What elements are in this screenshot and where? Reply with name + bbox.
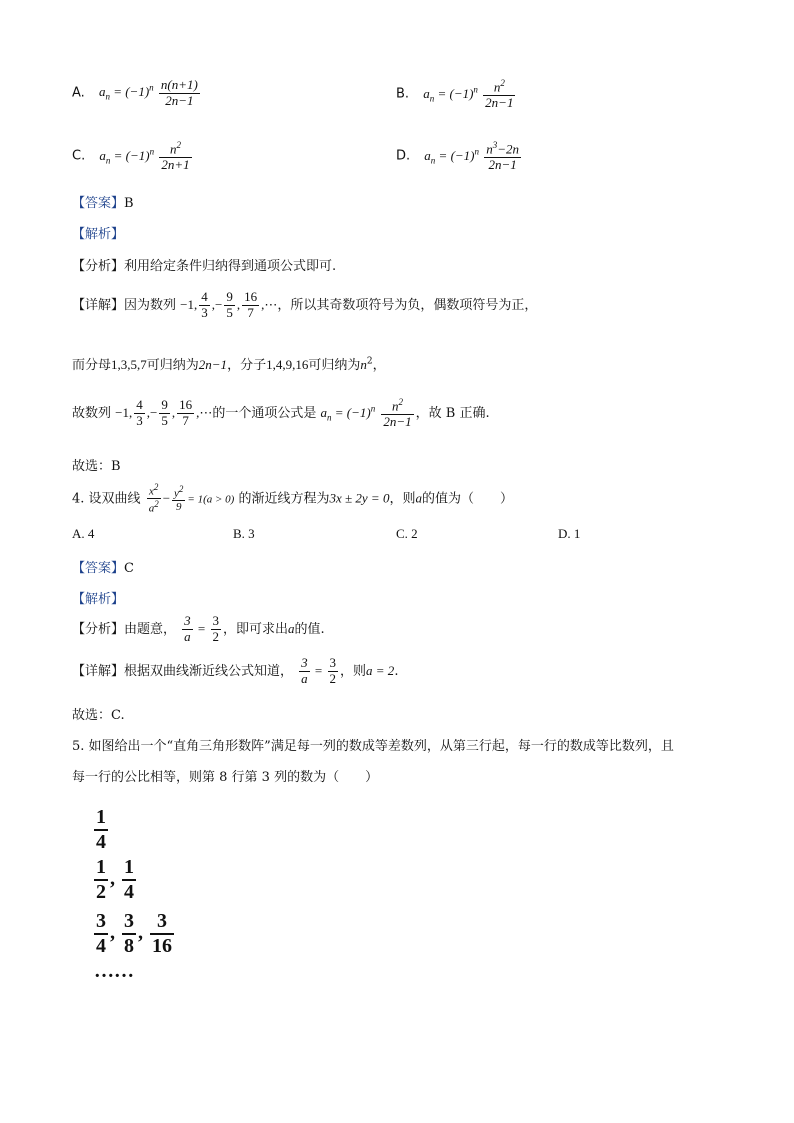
triangle-row-1: $\frac{1}{4}$ <box>96 806 106 853</box>
q4-choose: 故选：C. <box>72 708 125 723</box>
q3-detail-line2: 而分母1,3,5,7可归纳为2n−1，分子1,4,9,16可归纳为$n^2$， <box>72 356 386 373</box>
q4-stem: 4. 设双曲线 $\frac{x^2}{a^2}$ − $\frac{y^2}{9}$ = 1(a > 0) 的渐近线方程为3x ± 2y = 0，则a的值为（ ） <box>72 482 513 515</box>
option-c: C. $a_n = (-1)^n$ $\frac{n^2}{2n+1}$ <box>72 140 194 173</box>
option-a-formula: $a_n = (-1)^n$ $\frac{n(n+1)}{2n-1}$ <box>98 77 198 108</box>
q3-fenxi: 【分析】利用给定条件归纳得到通项公式即可. <box>72 259 337 274</box>
option-b: B. $a_n = (-1)^n$ $\frac{n^2}{2n-1}$ <box>396 78 517 111</box>
triangle-ellipsis: …… <box>94 960 134 982</box>
option-d-formula: $a_n = (-1)^n$ $\frac{n^3-2n}{2n-1}$ <box>424 140 520 173</box>
q3-detail-line3: 故数列 −1, $\frac{4}{3}$ ,− $\frac{9}{5}$ , $\frac{16}{7}$ ,⋯的一个通项公式是 $a_n = (-1)^n$ $\frac{n^2}{2n-1}$ ，故 B 正确. <box>72 397 490 430</box>
q5-stem-line2: 每一行的公比相等，则第 8 行第 3 列的数为（ ） <box>72 770 379 785</box>
triangle-row-3: $\frac{3}{4}$ , $\frac{3}{8}$ , $\frac{3}{16}$ <box>96 910 172 957</box>
option-b-formula: $a_n = (-1)^n$ $\frac{n^2}{2n-1}$ <box>423 78 514 111</box>
q3-choose: 故选：B <box>72 459 121 474</box>
triangle-row-2: $\frac{1}{2}$ , $\frac{1}{4}$ <box>96 856 134 903</box>
option-a: A. $a_n = (-1)^n$ $\frac{n(n+1)}{2n-1}$ <box>72 78 202 109</box>
q4-answer: 【答案】C <box>72 561 134 576</box>
q4-option-a: A. 4 <box>72 526 95 541</box>
q4-option-d: D. 1 <box>558 526 581 541</box>
q4-detail: 【详解】根据双曲线渐近线公式知道， $\frac{3}{a}$ = $\frac{3}{2}$ ，则a = 2. <box>72 655 399 686</box>
q4-analysis-tag: 【解析】 <box>72 592 125 607</box>
option-d: D. $a_n = (-1)^n$ $\frac{n^3-2n}{2n-1}$ <box>396 140 523 173</box>
q5-stem-line1: 5. 如图给出一个“直角三角形数阵”满足每一列的数成等差数列，从第三行起，每一行的数成等比数列，且 <box>72 739 674 754</box>
option-c-formula: $a_n = (-1)^n$ $\frac{n^2}{2n+1}$ <box>99 140 190 173</box>
q4-fenxi: 【分析】由题意， $\frac{3}{a}$ = $\frac{3}{2}$ ，即可求出a的值. <box>72 613 325 644</box>
q4-option-c: C. 2 <box>396 526 418 541</box>
q3-detail-line1: 【详解】因为数列 −1, $\frac{4}{3}$ ,− $\frac{9}{5}$ , $\frac{16}{7}$ ,⋯，所以其奇数项符号为负，偶数项符号为正， <box>72 289 538 320</box>
q3-analysis-tag: 【解析】 <box>72 227 125 242</box>
q4-option-b: B. 3 <box>233 526 255 541</box>
q3-answer: 【答案】B <box>72 196 134 211</box>
